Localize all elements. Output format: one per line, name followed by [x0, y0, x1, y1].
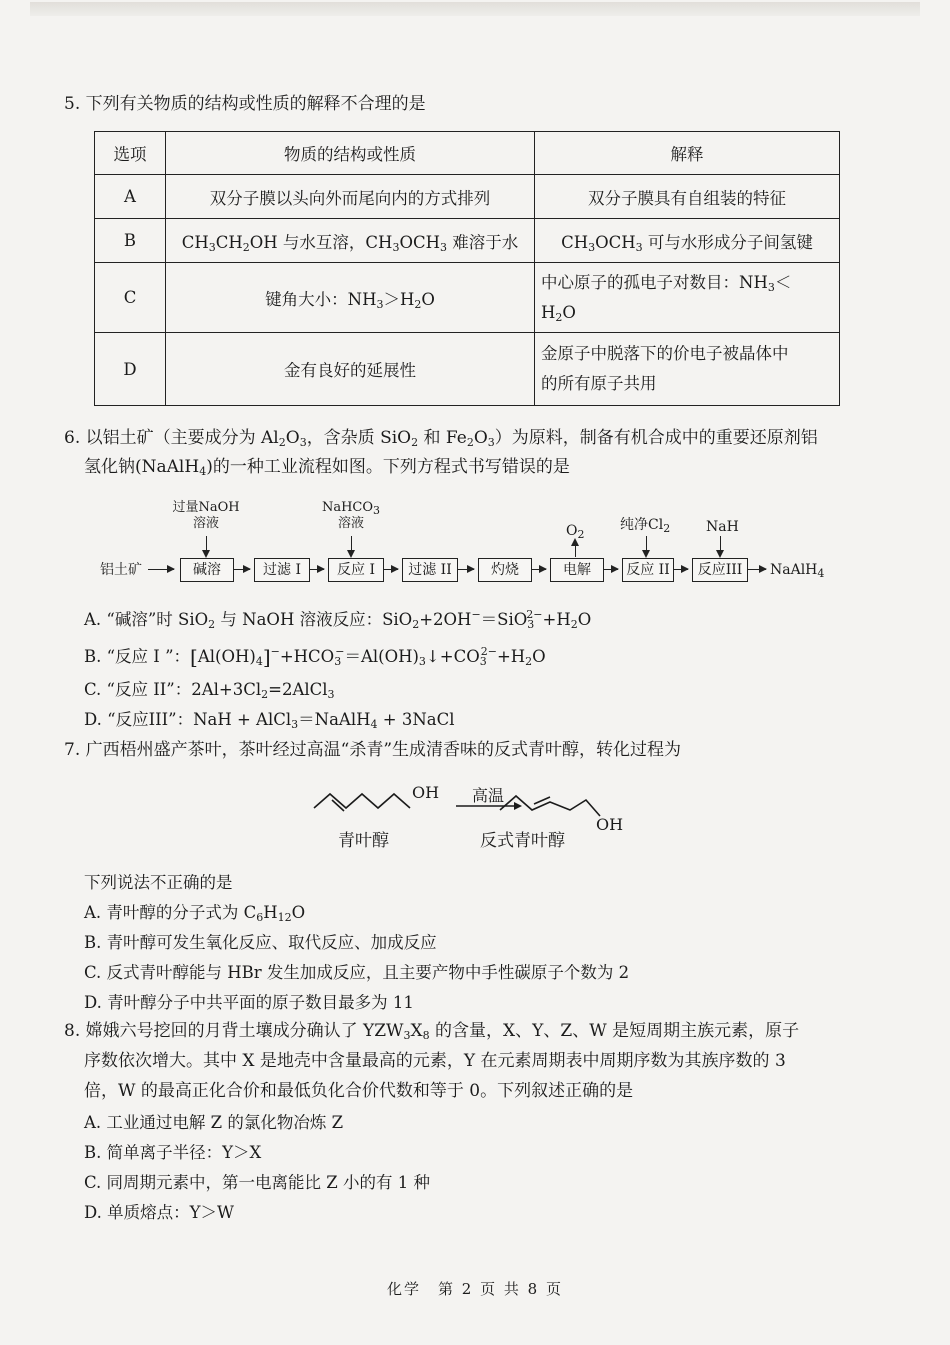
q5-row-b-explanation: $CH_3OCH_3$ 可与水形成分子间氢键	[535, 219, 840, 263]
flow-product: NaAlH$_4$	[770, 562, 825, 580]
q6-option-d-label: D.	[84, 710, 102, 729]
q8-option-d: D. 单质熔点：Y＞W	[84, 1203, 234, 1222]
flow-arrow-6	[604, 569, 618, 570]
flow-step-electrolysis: 电解	[550, 558, 604, 582]
flow-arrow-7	[674, 569, 688, 570]
q7-stem: 7. 广西梧州盛产茶叶，茶叶经过高温“杀青”生成清香味的反式青叶醇，转化过程为	[64, 740, 682, 760]
flow-nahco3-arrow	[351, 536, 352, 556]
flow-reagent-nahco3-line1: NaHCO$_3$	[321, 500, 381, 517]
q7-oh-2: OH	[596, 815, 624, 834]
flow-cl2-arrow	[646, 536, 647, 556]
flow-step-filter1: 过滤 I	[254, 558, 310, 582]
flow-arrow-4	[458, 569, 474, 570]
q5-row-b	[95, 219, 840, 263]
flow-step-alkali: 碱溶	[180, 558, 234, 582]
q5-header-option: 选项	[95, 132, 166, 175]
q7-option-d: D. 青叶醇分子中共平面的原子数目最多为 11	[84, 993, 414, 1012]
q6-option-c-label: C.	[84, 680, 102, 699]
q7-oh-1: OH	[412, 783, 440, 802]
flow-cl2-label: 纯净$Cl_2$	[620, 517, 671, 535]
leaf-alcohol-structure	[314, 794, 410, 811]
q6-flowchart	[100, 498, 830, 594]
q6-option-b-text: “反应 I ”：$[Al(OH)_4]^-+HCO_3^-=Al(OH)_3↓+CO_3^{2-}+H_2O$	[106, 645, 546, 669]
q8-stem-line1: 8. 嫦娥六号挖回的月背土壤成分确认了 $YZW_3X_8$ 的含量，X、Y、Z、W 是短周期主族元素，原子	[64, 1021, 800, 1042]
q7-name-leaf-alcohol: 青叶醇	[338, 831, 389, 851]
flow-step-reaction2: 反应 II	[622, 558, 674, 582]
q7-option-c: C. 反式青叶醇能与 HBr 发生加成反应，且主要产物中手性碳原子个数为 2	[84, 963, 630, 982]
q8-option-c: C. 同周期元素中，第一电离能比 Z 小的有 1 种	[84, 1173, 430, 1192]
q6-option-d	[84, 705, 455, 734]
q8-stem-line3: 倍，W 的最高正化合价和最低负化合价代数和等于 0。下列叙述正确的是	[84, 1081, 634, 1101]
q5-row-c-property: 键角大小：$NH_3>H_2O$	[166, 263, 535, 333]
q5-row-a	[95, 175, 840, 219]
q7-option-b: B. 青叶醇可发生氧化反应、取代反应、加成反应	[84, 933, 437, 952]
flow-reagent-naoh-line2: 溶液	[192, 516, 219, 531]
flow-reagent-nahco3	[314, 500, 388, 532]
flow-reagent-naoh-line1: 过量NaOH	[172, 500, 240, 515]
flow-reagent-nahco3-line2: 溶液	[337, 516, 364, 531]
flow-arrow-0	[148, 569, 174, 570]
q6-option-a	[84, 605, 591, 634]
q6-option-a-label: A.	[84, 610, 102, 629]
q5-row-a-property: 双分子膜以头向外而尾向内的方式排列	[166, 175, 535, 219]
q5-row-b-option: B	[95, 219, 166, 263]
flow-step-reaction1: 反应 I	[328, 558, 384, 582]
q8-option-b: B. 简单离子半径：Y＞X	[84, 1143, 262, 1162]
q6-option-d-text: “反应III”：NaH + AlCl$_3$＝NaAlH$_4$ + 3NaCl	[107, 710, 455, 731]
q5-header-explanation: 解释	[535, 132, 840, 175]
flow-o2-label: $O_2$	[566, 523, 585, 541]
q5-row-c	[95, 263, 840, 333]
flow-arrow-3	[384, 569, 398, 570]
q5-row-d-explanation: 金原子中脱落下的价电子被晶体中 的所有原子共用	[535, 333, 840, 406]
flow-reagent-naoh	[168, 500, 244, 532]
flow-arrow-1	[234, 569, 250, 570]
q5-row-d-property: 金有良好的延展性	[166, 333, 535, 406]
q5-row-c-explanation: 中心原子的孤电子对数目：$NH_3<$ $H_2O$	[535, 263, 840, 333]
q7-arrow-label: 高温	[472, 786, 505, 805]
q7-reaction-diagram	[300, 772, 640, 858]
flow-nah-arrow	[720, 536, 721, 556]
q6-option-b-label: B.	[84, 647, 102, 666]
q6-stem-line2: 氢化钠(NaAlH$_4$)的一种工业流程如图。下列方程式书写错误的是	[84, 457, 570, 478]
q6-option-c-text: “反应 II”：$2Al+3Cl_2=2AlCl_3$	[106, 680, 335, 701]
q6-stem-line1: 6. 以铝土矿（主要成分为 $Al_2O_3$，含杂质 SiO$_2$ 和 $Fe_2O_3$）为原料，制备有机合成中的重要还原剂铝	[64, 428, 818, 449]
q5-header-row	[95, 132, 840, 175]
q5-stem: 5. 下列有关物质的结构或性质的解释不合理的是	[64, 94, 426, 114]
q5-row-c-option: C	[95, 263, 166, 333]
flow-start: 铝土矿	[100, 562, 142, 578]
q6-option-b	[84, 642, 546, 672]
flow-o2-arrow	[575, 540, 576, 557]
q5-row-d	[95, 333, 840, 406]
q5-row-a-explanation: 双分子膜具有自组装的特征	[535, 175, 840, 219]
flow-step-reaction3: 反应III	[692, 558, 748, 582]
q8-option-a: A. 工业通过电解 Z 的氯化物冶炼 Z	[84, 1113, 344, 1132]
q5-row-d-option: D	[95, 333, 166, 406]
q7-prompt: 下列说法不正确的是	[84, 873, 233, 892]
q6-option-a-text: “碱溶”时 SiO$_2$ 与 NaOH 溶液反应：$SiO_2+2OH^-=SiO_3^{2-}+H_2O$	[106, 608, 592, 631]
q6-option-c	[84, 675, 335, 704]
q7-name-trans-leaf-alcohol: 反式青叶醇	[480, 831, 565, 851]
q5-row-b-property: $CH_3CH_2OH$ 与水互溶，$CH_3OCH_3$ 难溶于水	[166, 219, 535, 263]
flow-step-filter2: 过滤 II	[402, 558, 458, 582]
q7-option-a: A. 青叶醇的分子式为 $C_6H_{12}O$	[84, 903, 306, 924]
q5-header-property: 物质的结构或性质	[166, 132, 535, 175]
flow-nah-label: NaH	[706, 519, 739, 535]
flow-arrow-5	[532, 569, 546, 570]
q5-table	[94, 131, 840, 406]
page-footer: 化学 第 2 页 共 8 页	[387, 1280, 563, 1298]
q8-stem-line2: 序数依次增大。其中 X 是地壳中含量最高的元素，Y 在元素周期表中周期序数为其族序数的 3	[84, 1051, 786, 1071]
flow-step-calcine: 灼烧	[478, 558, 532, 582]
q5-row-a-option: A	[95, 175, 166, 219]
flow-arrow-2	[310, 569, 324, 570]
scan-edge	[30, 2, 920, 16]
flow-naoh-arrow	[206, 536, 207, 556]
flow-arrow-8	[748, 569, 766, 570]
